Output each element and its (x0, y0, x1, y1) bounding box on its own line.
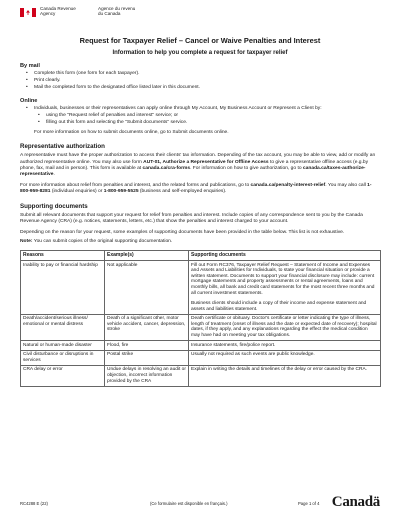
agency-name-fr (98, 6, 156, 17)
by-mail-list (20, 70, 380, 92)
page-footer (20, 496, 380, 516)
text-span: . For information on how to give authorization, go to (190, 165, 303, 171)
text-span: to give a representative offline access (e.g.by phone, fax, mail and in person). This form is available at (20, 159, 369, 171)
table-row (21, 365, 381, 386)
column-header-reasons: Reasons (21, 251, 105, 261)
list-item: • using the "Request relief of penalties and interest" service; or (20, 112, 380, 119)
agency-fr-line-2: du Canada (98, 11, 121, 17)
business-phone-number: 1-800-959-5525 (103, 189, 139, 195)
agency-en-line-1: Canada Revenue (40, 6, 76, 11)
text-span: (individual enquiries) or (50, 189, 104, 195)
supporting-note (20, 239, 380, 245)
text-span: . (53, 172, 55, 178)
table-row (21, 314, 381, 340)
table-cell-reason: Inability to pay or financial hardship (21, 261, 105, 315)
table-cell-docs: Explain in writing the details and timelines of the delay or error caused by the CRA. (189, 365, 381, 386)
online-sub-list (20, 112, 380, 126)
text-span: . You may also call (325, 183, 368, 189)
form-aut01-link[interactable]: AUT-01, Authorize a Representative for Offline Access (143, 159, 269, 165)
cra-forms-link[interactable]: canada.ca/cra-forms (142, 165, 191, 171)
table-cell-reason: Natural or human-made disaster (21, 341, 105, 351)
list-item: • Complete this form (one form for each taxpayer). (20, 70, 380, 77)
table-cell-docs: Usually not required as such events are public knowledge. (189, 350, 381, 365)
table-cell-docs: Insurance statements, fire/police report. (189, 341, 381, 351)
french-availability-note: (Ce formulaire est disponible en français.) (150, 501, 228, 506)
docs-text-business: Business clients should include a copy of their income and expense statement and assets and liabilities statement. (191, 301, 367, 312)
canada-flag-icon (20, 8, 36, 17)
authorize-representative-link[interactable]: canada.ca/taxes-authorize-representative (20, 165, 366, 178)
table-cell-example: Not applicable (105, 261, 189, 315)
rep-auth-heading: Representative authorization (20, 143, 105, 151)
table-cell-docs: Death certificate or obituary. Doctor's certificate or letter indicating the type of illness, length of treatment (onset of illness and the date or expected date of recovery); hospital dates, if they apply, and any explanations regarding the effect the medical condition may have had on meeting your tax obligations. (189, 314, 381, 340)
penalty-relief-link[interactable]: canada.ca/penalty-interest-relief (250, 183, 326, 189)
table-row (21, 350, 381, 365)
form-code: RC4288 E (22) (20, 501, 48, 506)
page-header (20, 6, 380, 26)
supporting-paragraph-2: Depending on the reason for your request, some examples of supporting documents have been provided in the table below. This list is not exhaustive. (20, 230, 345, 236)
table-cell-example: Flood, fire (105, 341, 189, 351)
text-span: A representative must have the proper authorization to access their clients' tax information. Depending of the tax account, you may be able to view, add or modify an authorized representative online. You may also use form (20, 153, 376, 165)
page-title: Request for Taxpayer Relief – Cancel or Waive Penalties and Interest (79, 36, 321, 45)
table-header-row (21, 251, 381, 261)
wordmark-text: Canadä (331, 494, 380, 510)
individual-phone-number: 1-800-959-8281 (20, 183, 372, 195)
docs-text: Fill out Form RC376, Taxpayer Relief Request – Statement of Income and Expenses and Assets and Liabilities for Individuals, to state your financial situation or provide a written statement. Documents to support your financial disclosure may include: current mortgage statements and property assessments or rental agreements, loans and monthly bills, all bank and credit card statements for the most recent three months and all current investment statements. (191, 262, 375, 296)
table-cell-example: Postal strike (105, 350, 189, 365)
table-row (21, 261, 381, 315)
agency-fr-line-1: Agence du revenu (98, 6, 136, 11)
list-item: • Mail the completed form to the designated office listed later in this document. (20, 84, 380, 91)
page-number: Page 1 of 4 (298, 501, 320, 506)
table-cell-reason: CRA delay or error (21, 365, 105, 386)
text-span: (business and self-employed enquiries). (138, 189, 227, 195)
table-cell-example: Death of a significant other, motor vehicle accident, cancer, depression, stroke (105, 314, 189, 340)
online-heading: Online (20, 97, 38, 104)
list-item: • filling out this form and selecting the "Submit documents" service. (20, 119, 380, 126)
by-mail-heading: By mail (20, 63, 40, 69)
table-cell-example: Undue delays in resolving an audit or objection, incorrect information provided by the CRA (105, 365, 189, 386)
rep-auth-paragraph-2 (20, 183, 380, 195)
table-cell-docs (189, 261, 381, 315)
rep-auth-paragraph-1 (20, 153, 380, 178)
supporting-docs-table (20, 250, 381, 386)
supporting-docs-heading: Supporting documents (20, 202, 88, 210)
table-row (21, 341, 381, 351)
column-header-supporting-docs: Supporting documents (189, 251, 381, 261)
supporting-paragraph-1: Submit all relevant documents that support your request for relief from penalties and interest. Include copies of any correspondence sent to you by the Canada Revenue Agency (CRA) (e.g. notices, statements, letters, etc.) that show the penalties and interest charged to your account. (20, 212, 363, 224)
online-more-info: For more information on how to submit documents online, go to Submit documents online. (34, 130, 229, 136)
list-item: • Individuals, businesses or their representatives can apply online through My Account, My Business Account or Represent a Client by: (20, 105, 380, 112)
column-header-examples: Example(s) (105, 251, 189, 261)
note-label: Note: (20, 239, 33, 245)
table-cell-reason: Death/accident/serious illness/ emotional or mental distress (21, 314, 105, 340)
text-span: For more information about relief from penalties and interest, and the related forms and publications, go to (20, 183, 251, 189)
page-subtitle: Information to help you complete a request for taxpayer relief (112, 50, 288, 56)
table-cell-reason: Civil disturbance or disruptions in services (21, 350, 105, 365)
note-text: You can submit copies of the original supporting documentation. (32, 239, 173, 245)
agency-en-line-2: Agency (40, 11, 56, 17)
list-item: • Print clearly. (20, 77, 380, 84)
online-list (20, 105, 380, 112)
agency-name-en (40, 6, 98, 17)
canada-wordmark-logo (332, 494, 380, 511)
